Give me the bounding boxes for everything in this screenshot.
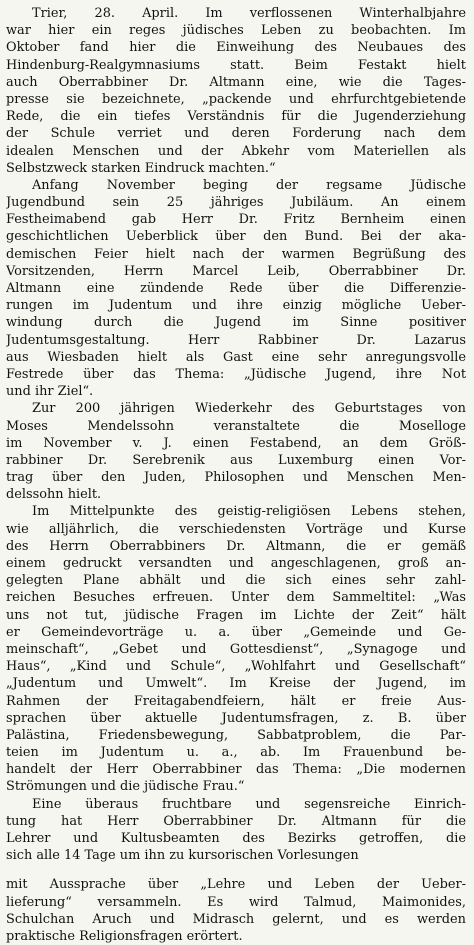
text-line: Moses Mendelssohn veranstaltete die Moselloge [6,418,466,434]
text-line: Palästina, Friedensbewegung, Sabbatproblem, die Par- [6,727,466,743]
text-line: Hindenburg-Realgymnasiums statt. Beim Festakt hielt [6,57,466,73]
text-line: mit Aussprache über „Lehre und Leben der Ueber- [6,877,466,893]
text-line: presse sie bezeichnete, „packende und ehrfurchtgebietende [6,91,466,107]
text-line: Rede, die ein tiefes Verständnis für die Jugenderziehung [6,109,466,125]
article-paragraph [6,796,466,865]
text-line: Lehrer und Kultusbeamten des Bezirks getroffen, die [6,831,466,846]
text-line: auch Oberrabbiner Dr. Altmann eine, wie die Tages- [6,74,466,90]
text-line: delssohn hielt. [6,487,102,503]
text-line: einem gedruckt versandten und angeschlagenen, groß an- [6,556,466,571]
text-line: praktische Religionsfragen erörtert. [6,928,243,944]
article-paragraph [6,400,466,503]
text-line: uns not tut, jüdische Fragen im Lichte der Zeit“ hält [6,607,466,623]
text-line: demischen Feier hielt nach der warmen Begrüßung des [6,246,466,262]
text-line: Im Mittelpunkte des geistig-religiösen Lebens stehen, [32,504,466,520]
text-line: Judentumsgestaltung. Herr Rabbiner Dr. Lazarus [6,332,466,348]
text-line: Festrede über das Thema: „Jüdische Jugend, ihre Not [6,366,466,382]
article-paragraph [6,876,466,945]
text-line: Eine überaus fruchtbare und segensreiche Einrich- [32,796,466,812]
text-line: im November v. J. einen Festabend, an dem Größ- [6,435,466,451]
text-line: Strömungen und die jüdische Frau.“ [6,779,245,795]
text-line: trag über den Juden, Philosophen und Menschen Men- [6,470,466,486]
text-line: Festheimabend gab Herr Dr. Fritz Bernheim einen [6,212,466,228]
text-line: der Schule verriet und deren Forderung nach dem [6,126,466,142]
text-line: Rahmen der Freitagabendfeiern, hält er freie Aus- [6,693,466,709]
text-line: „Judentum und Umwelt“. Im Kreise der Jugend, im [6,676,466,692]
text-line: lieferung“ versammeln. Es wird Talmud, Maimonides, [6,894,466,910]
text-line: Haus“, „Kind und Schule“, „Wohlfahrt und Gesellschaft“ [6,659,466,675]
text-line: des Herrn Oberrabbiners Dr. Altmann, die er gemäß [6,538,466,554]
article-paragraph [6,177,466,400]
text-line: geschichtlichen Ueberblick über den Bund. Bei der aka- [6,229,466,245]
text-line: Vorsitzenden, Herrn Marcel Leib, Oberrabbiner Dr. [6,263,466,279]
text-line: Jugendbund sein 25 jähriges Jubiläum. An einem [6,195,466,211]
column-gap [6,864,466,876]
text-line: Schulchan Aruch und Midrasch gelernt, und es werden [6,911,466,927]
text-line: sich alle 14 Tage um ihn zu kursorischen Vorlesungen [6,848,359,864]
text-line: teien im Judentum u. a., ab. Im Frauenbund be- [6,745,466,761]
article-paragraph [6,503,466,795]
text-line: Trier, 28. April. Im verflossenen Winterhalbjahre [32,6,466,21]
text-line: meinschaft“, „Gebet und Gottesdienst“, „Synagoge und [6,641,466,657]
text-line: sprachen über aktuelle Judentumsfragen, z. B. über [6,710,466,726]
text-line: Anfang November beging der regsame Jüdische [32,177,466,193]
text-line: rungen im Judentum und ihre einzig mögliche Ueber- [6,298,466,314]
text-line: er Gemeindevorträge u. a. über „Gemeinde und Ge- [6,624,466,640]
text-line: windung durch die Jugend im Sinne positiver [6,315,466,331]
text-line: rabbiner Dr. Serebrenik aus Luxemburg einen Vor- [6,452,466,468]
newspaper-article [6,5,466,945]
text-line: Altmann eine zündende Rede über die Differenzie- [6,281,466,296]
text-line: Zur 200 jährigen Wiederkehr des Geburtstages von [32,401,466,417]
text-line: wie alljährlich, die verschiedensten Vorträge und Kurse [6,521,466,537]
article-paragraph [6,5,466,177]
text-line: aus Wiesbaden hielt als Gast eine sehr anregungsvolle [6,349,466,365]
text-line: Oktober fand hier die Einweihung des Neubaues des [6,40,466,56]
text-line: idealen Menschen und der Abkehr vom Materiellen als [6,143,466,159]
text-line: gelegten Plane abhält und die sich eines sehr zahl- [6,573,466,589]
text-line: handelt der Herr Oberrabbiner das Thema: „Die modernen [6,762,466,778]
text-line: war hier ein reges jüdisches Leben zu beobachten. Im [6,23,466,39]
text-line: und ihr Ziel“. [6,384,94,400]
text-line: Selbstzweck starken Eindruck machten.“ [6,160,276,176]
text-line: reichen Besuches erfreuen. Unter dem Sammeltitel: „Was [6,590,466,606]
text-line: tung hat Herr Oberrabbiner Dr. Altmann für die [6,813,466,829]
